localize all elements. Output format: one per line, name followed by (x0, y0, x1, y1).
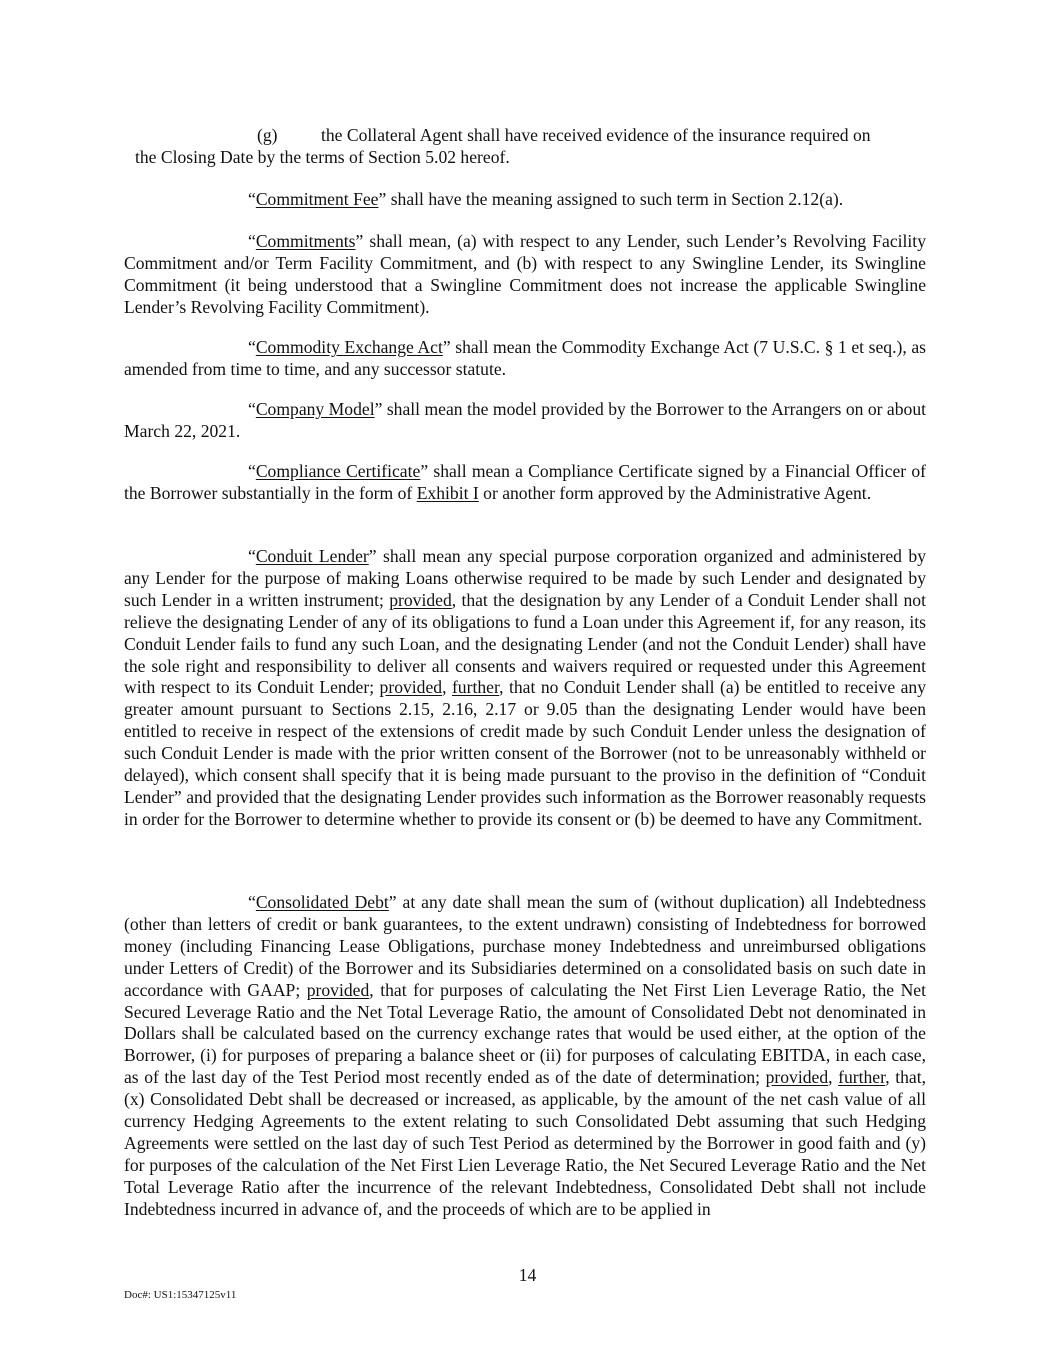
comma: , (442, 677, 452, 698)
definition-text-part2: , that for purposes of calculating the Net First Lien Leverage Ratio, the Net Secured Leverage Ratio and the Net Total Leverage Ratio, the amount of Consolidated Debt not denominated in Dollars shall be calculated based on the currency exchange rates that would be used either, at the option of the Borrower, (i) for purposes of preparing a balance sheet or (ii) for purposes of calculating EBITDA, in each case, as of the last day of the Test Period most recently ended as of the date of determination; (124, 979, 926, 1088)
exhibit-i-reference: Exhibit I (416, 482, 479, 503)
open-quote: “ (248, 189, 256, 209)
open-quote: “ (248, 546, 256, 566)
definition-text: ” shall mean, (a) with respect to any Lender, such Lender’s Revolving Facility Commitment and/or Term Facility Commitment, and (b) with respect to any Swingline Lender, its Swingline Commitment (it being understood that a Swingline Commitment does not increase the applicable Swingline Lender’s Revolving Facility Commitment). (124, 231, 926, 317)
provided-keyword: provided (306, 979, 370, 1000)
comma: , (828, 1067, 839, 1088)
defined-term-commodity-exchange-act: Commodity Exchange Act (255, 337, 443, 357)
definition-text-part3: , that no Conduit Lender shall (a) be entitled to receive any greater amount pursuant to Sections 2.15, 2.16, 2.17 or 9.05 than the designating Lender would have been entitled to receive in respect of the extensions of credit made by such Conduit Lender unless the designation of such Conduit Lender is made with the prior written consent of the Borrower (not to be unreasonably withheld or delayed), which consent shall specify that it is being made pursuant to the proviso in the definition of “Conduit Lender” and provided that the designating Lender provides such information as the Borrower reasonably requests in order for the Borrower to determine whether to provide its consent or (b) be deemed to have any Commitment. (124, 677, 927, 829)
open-quote: “ (248, 337, 256, 357)
definition-conduit-lender (124, 546, 926, 831)
definition-company-model (124, 399, 926, 443)
definition-commitment-fee (124, 189, 926, 211)
provided-keyword: provided (389, 589, 452, 610)
clause-g (135, 125, 926, 169)
definition-text: ” shall mean the Commodity Exchange Act (7 U.S.C. § 1 et seq.), as amended from time to time, and any successor statute. (124, 337, 926, 379)
defined-term-company-model: Company Model (255, 399, 375, 419)
provided-keyword: provided (379, 677, 443, 698)
definition-compliance-certificate (124, 461, 926, 505)
clause-g-marker: (g) (257, 125, 278, 145)
definition-commodity-exchange-act (124, 337, 926, 381)
provided-keyword: provided (765, 1067, 829, 1088)
document-id: Doc#: US1:15347125v11 (124, 1289, 237, 1301)
open-quote: “ (248, 461, 256, 481)
open-quote: “ (248, 399, 256, 419)
open-quote: “ (248, 892, 256, 912)
definition-text-part3: , that, (x) Consolidated Debt shall be decreased or increased, as applicable, by the amount of the net cash value of all currency Hedging Agreements to the extent relating to such Consolidated Debt assuming that such Hedging Agreements were settled on the last day of such Test Period as determined by the Borrower in good faith and (y) for purposes of the calculation of the Net First Lien Leverage Ratio, the Net Secured Leverage Ratio and the Net Total Leverage Ratio after the incurrence of the relevant Indebtedness, Consolidated Debt shall not include Indebtedness incurred in advance of, and the proceeds of which are to be applied in (124, 1067, 927, 1219)
clause-g-text-line1: the Collateral Agent shall have received evidence of the insurance required on (321, 125, 871, 145)
definition-text: ” shall mean a Compliance Certificate signed by a Financial Officer of the Borrower substantially in the form of (124, 461, 926, 503)
further-keyword: further (451, 677, 500, 698)
defined-term-commitment-fee: Commitment Fee (255, 189, 379, 209)
further-keyword: further (838, 1067, 886, 1088)
definition-consolidated-debt (124, 892, 926, 1221)
defined-term-commitments: Commitments (255, 231, 356, 251)
definition-text-part1: ” shall mean any special purpose corporation organized and administered by any Lender for the purpose of making Loans otherwise required to be made by such Lender and designated by such Lender in a written instrument; (124, 546, 926, 610)
definition-text-part1: ” at any date shall mean the sum of (without duplication) all Indebtedness (other than letters of credit or bank guarantees, to the extent undrawn) consisting of Indebtedness for borrowed money (including Financing Lease Obligations, purchase money Indebtedness and unreimbursed obligations under Letters of Credit) of the Borrower and its Subsidiaries determined on a consolidated basis on such date in accordance with GAAP; (124, 892, 926, 1000)
definition-text: ” shall mean the model provided by the Borrower to the Arrangers on or about March 22, 2021. (124, 399, 927, 441)
definition-text: ” shall have the meaning assigned to such term in Section 2.12(a). (378, 189, 844, 209)
page-number: 14 (518, 1265, 537, 1285)
defined-term-consolidated-debt: Consolidated Debt (255, 892, 389, 912)
definition-text-end: or another form approved by the Administrative Agent. (478, 482, 872, 503)
clause-g-text-line2: the Closing Date by the terms of Section 5.02 hereof. (135, 146, 510, 167)
defined-term-compliance-certificate: Compliance Certificate (255, 461, 421, 481)
definition-commitments (124, 231, 926, 319)
open-quote: “ (248, 231, 256, 251)
definition-text-part2: , that the designation by any Lender of a Conduit Lender shall not relieve the designating Lender of any of its obligations to fund a Loan under this Agreement if, for any reason, its Conduit Lender fails to fund any such Loan, and the designating Lender (and not the Conduit Lender) shall have the sole right and responsibility to deliver all consents and waivers required or requested under this Agreement with respect to its Conduit Lender; (124, 589, 926, 698)
defined-term-conduit-lender: Conduit Lender (255, 546, 369, 566)
